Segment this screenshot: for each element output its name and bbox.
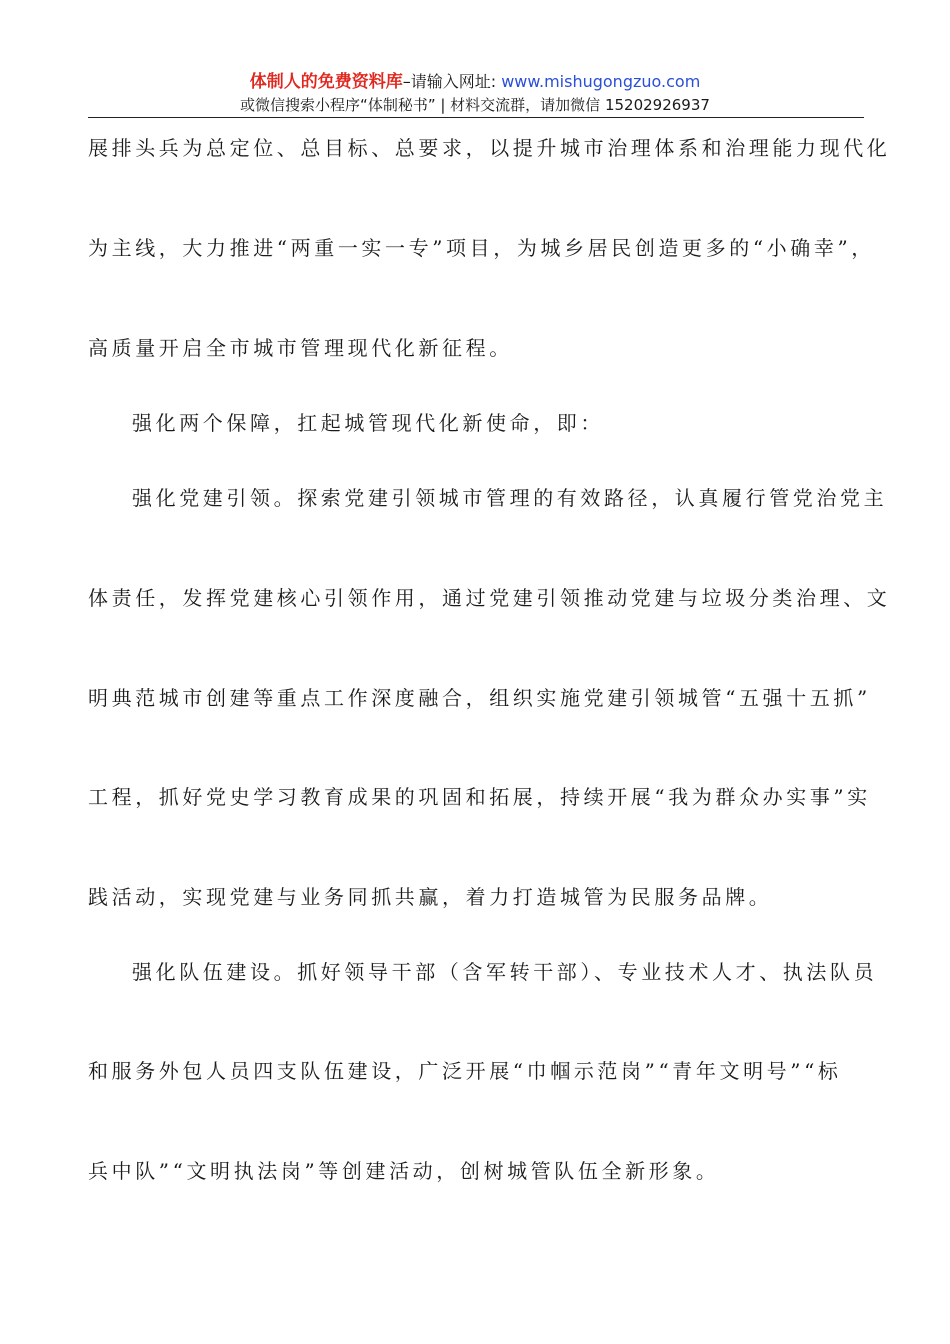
body-line: 为主线，大力推进“两重一实一专”项目，为城乡居民创造更多的“小确幸”， — [88, 236, 875, 260]
header-line-2: 或微信搜索小程序“体制秘书” | 材料交流群，请加微信 15202926937 — [240, 96, 710, 114]
body-line: 体责任，发挥党建核心引领作用，通过党建引领推动党建与垃圾分类治理、文 — [88, 586, 891, 610]
body-line: 兵中队”“文明执法岗”等创建活动，创树城管队伍全新形象。 — [88, 1159, 720, 1183]
page-header — [0, 70, 950, 116]
body-line: 和服务外包人员四支队伍建设，广泛开展“巾帼示范岗”“青年文明号”“标 — [88, 1059, 842, 1083]
body-line: 展排头兵为总定位、总目标、总要求，以提升城市治理体系和治理能力现代化 — [88, 136, 891, 160]
body-line: 强化两个保障，扛起城管现代化新使命，即： — [132, 411, 604, 435]
url-prompt: –请输入网址: — [402, 72, 497, 91]
body-line: 强化队伍建设。抓好领导干部（含军转干部）、专业技术人才、执法队员 — [132, 960, 878, 984]
body-line: 强化党建引领。探索党建引领城市管理的有效路径，认真履行管党治党主 — [132, 486, 888, 510]
body-line: 高质量开启全市城市管理现代化新征程。 — [88, 336, 513, 360]
brand-name: 体制人的免费资料库 — [249, 72, 403, 92]
header-divider — [88, 117, 864, 118]
body-line: 明典范城市创建等重点工作深度融合，组织实施党建引领城管“五强十五抓” — [88, 686, 871, 710]
website-link[interactable]: www.mishugongzuo.com — [501, 72, 701, 91]
body-line: 工程，抓好党史学习教育成果的巩固和拓展，持续开展“我为群众办实事”实 — [88, 785, 871, 809]
header-line-1 — [0, 70, 950, 94]
body-line: 践活动，实现党建与业务同抓共赢，着力打造城管为民服务品牌。 — [88, 885, 773, 909]
